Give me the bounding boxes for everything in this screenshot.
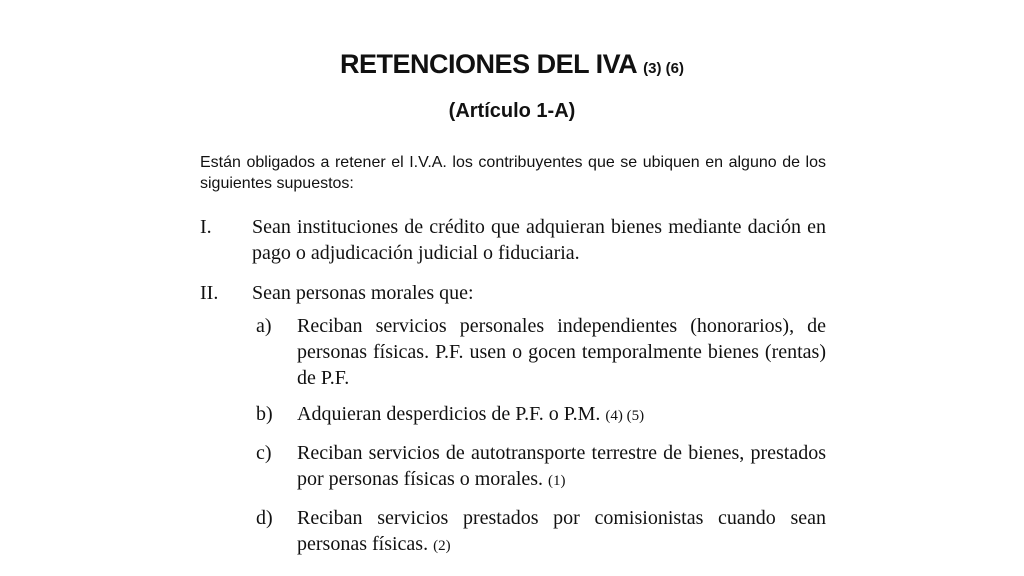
page-subtitle: (Artículo 1-A) — [448, 100, 576, 122]
subitem-a — [256, 313, 826, 391]
subitem-letter: c) — [256, 442, 272, 464]
subitem-ref: (4) (5) — [605, 408, 645, 424]
item-number: I. — [200, 216, 212, 238]
subitem-text: Reciban servicios de autotransporte terrestre de bienes, prestados por personas físicas o morales. — [297, 442, 826, 490]
item-number: II. — [200, 282, 219, 304]
subitem-letter: d) — [256, 507, 273, 529]
item-II — [200, 280, 826, 306]
subitem-text: Reciban servicios personales independientes (honorarios), de personas físicas. P.F. usen o gocen temporalmente bienes (rentas) de P.F. — [297, 315, 826, 389]
subitem-ref: (2) — [433, 538, 451, 554]
title-notes: (3) (6) — [643, 60, 684, 77]
subitem-text: Reciban servicios prestados por comisionistas cuando sean personas físicas. — [297, 507, 826, 555]
subitem-d — [256, 505, 826, 559]
page-title — [0, 47, 1024, 86]
subitem-b — [256, 401, 826, 429]
item-text: Sean instituciones de crédito que adquieran bienes mediante dación en pago o adjudicación judicial o fiduciaria. — [252, 216, 826, 264]
subitem-text: Adquieran desperdicios de P.F. o P.M. — [297, 403, 601, 425]
item-I — [200, 214, 826, 266]
title-main: RETENCIONES DEL IVA — [340, 49, 637, 79]
subitem-letter: a) — [256, 315, 272, 337]
item-text: Sean personas morales que: — [252, 282, 474, 304]
subitem-ref: (1) — [548, 473, 566, 489]
subitem-letter: b) — [256, 403, 273, 425]
subitem-c — [256, 440, 826, 494]
intro-paragraph: Están obligados a retener el I.V.A. los contribuyentes que se ubiquen en alguno de los siguientes supuestos: — [200, 154, 826, 192]
